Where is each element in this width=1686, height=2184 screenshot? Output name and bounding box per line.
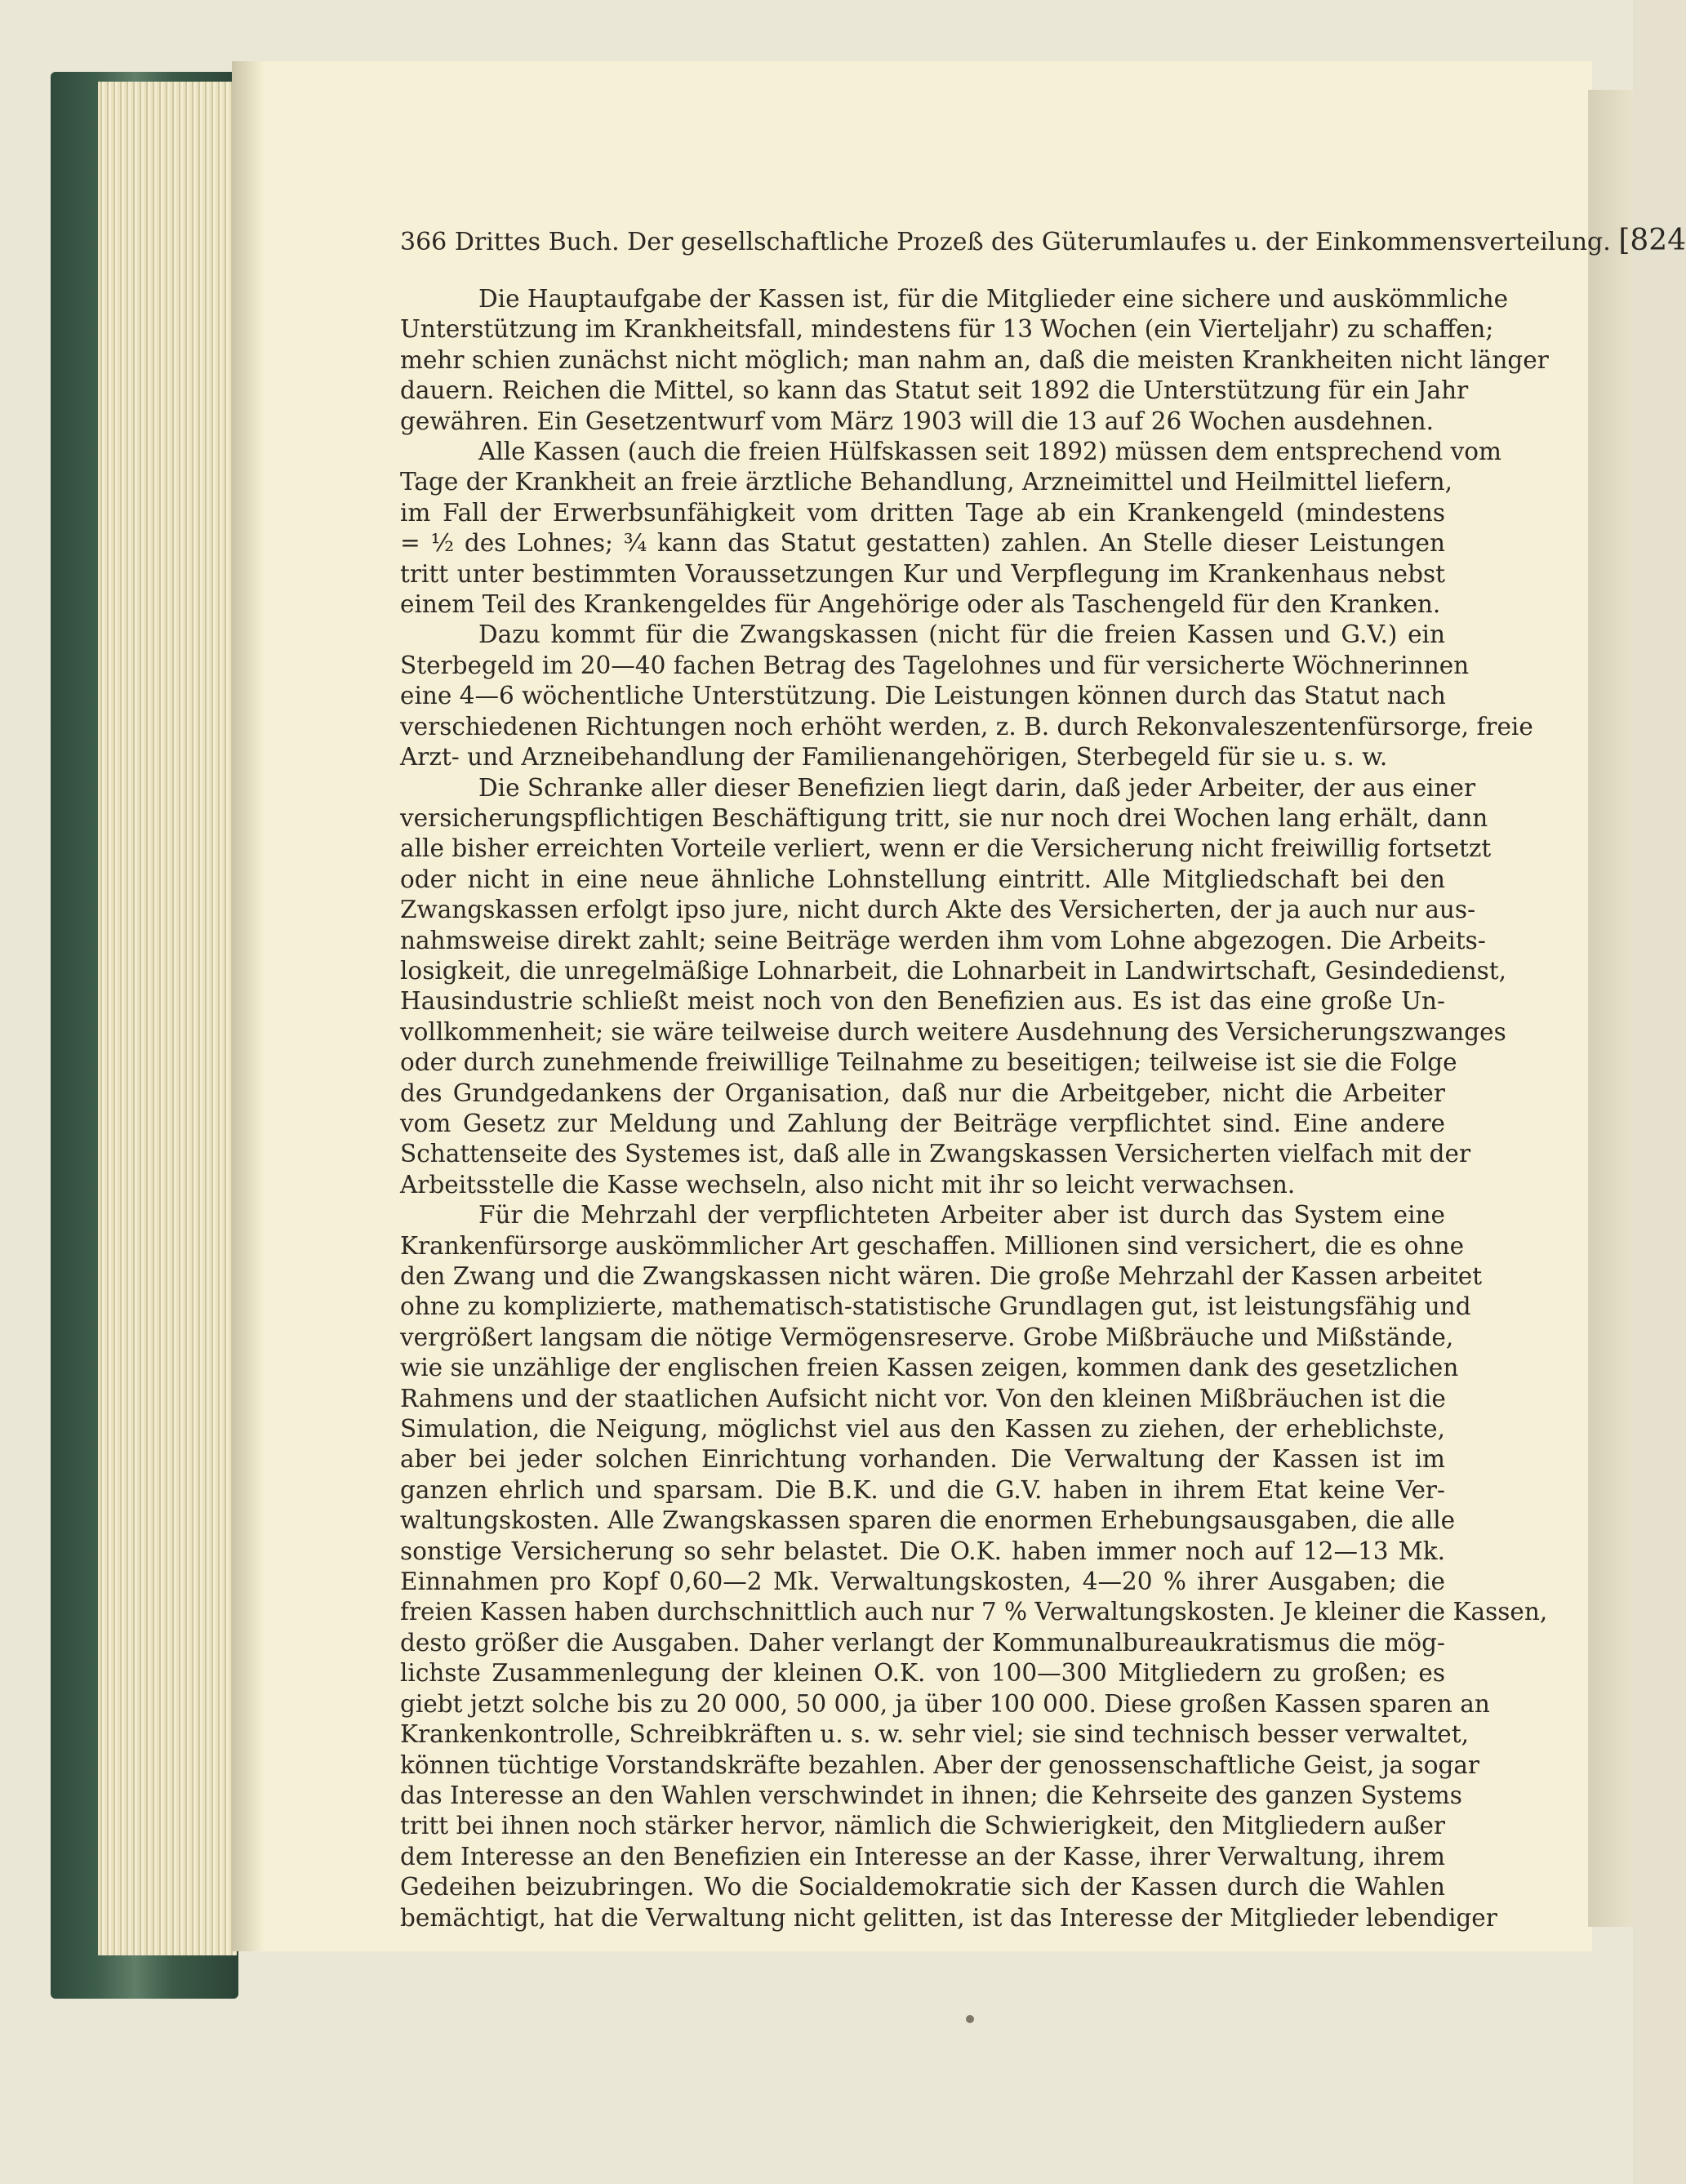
text-line: giebt jetzt solche bis zu 20 000, 50 000, ja über 100 000. Diese großen Kassen sparen an xyxy=(400,1689,1490,1718)
page-text-block xyxy=(400,222,1686,1932)
gutter-shadow xyxy=(232,61,265,1951)
text-line: verschiedenen Richtungen noch erhöht werden, z. B. durch Rekonvaleszentenfürsorge, freie xyxy=(400,712,1533,741)
text-line: Krankenfürsorge auskömmlicher Art geschaffen. Millionen sind versichert, die es ohne xyxy=(400,1231,1465,1260)
text-line: tritt bei ihnen noch stärker hervor, nämlich die Schwierigkeit, den Mitgliedern außer xyxy=(400,1812,1445,1840)
text-line: oder durch zunehmende freiwillige Teilnahme zu beseitigen; teilweise ist sie die Folge xyxy=(400,1048,1457,1077)
text-line: Dazu kommt für die Zwangskassen (nicht für die freien Kassen und G.V.) ein xyxy=(478,621,1445,649)
text-line: können tüchtige Vorstandskräfte bezahlen. Aber der genossenschaftliche Geist, ja sogar xyxy=(400,1750,1480,1779)
page-stack-edges xyxy=(98,82,237,1955)
text-line: alle bisher erreichten Vorteile verliert, wenn er die Versicherung nicht freiwillig fortsetzt xyxy=(400,834,1492,863)
text-line: wie sie unzählige der englischen freien Kassen zeigen, kommen dank des gesetzlichen xyxy=(400,1354,1459,1382)
text-line: losigkeit, die unregelmäßige Lohnarbeit, die Lohnarbeit in Landwirtschaft, Gesindedienst, xyxy=(400,956,1506,985)
text-line: einem Teil des Krankengeldes für Angehörige oder als Taschengeld für den Kranken. xyxy=(400,590,1441,619)
text-line: gewähren. Ein Gesetzentwurf vom März 1903 will die 13 auf 26 Wochen ausdehnen. xyxy=(400,407,1434,435)
text-line: desto größer die Ausgaben. Daher verlangt der Kommunalbureaukratismus die mög- xyxy=(400,1628,1445,1657)
text-line: eine 4—6 wöchentliche Unterstützung. Die Leistungen können durch das Statut nach xyxy=(400,682,1446,710)
section-mark: [824 xyxy=(1618,224,1686,257)
text-line: Unterstützung im Krankheitsfall, mindestens für 13 Wochen (ein Vierteljahr) zu schaffen; xyxy=(400,315,1494,344)
text-line: ganzen ehrlich und sparsam. Die B.K. und die G.V. haben in ihrem Etat keine Ver- xyxy=(400,1475,1445,1504)
text-line: lichste Zusammenlegung der kleinen O.K. von 100—300 Mitgliedern zu großen; es xyxy=(400,1659,1445,1688)
page-number: 366 xyxy=(400,228,447,256)
text-line: den Zwang und die Zwangskassen nicht wären. Die große Mehrzahl der Kassen arbeitet xyxy=(400,1262,1483,1290)
running-header xyxy=(400,222,1686,261)
text-line: Die Hauptaufgabe der Kassen ist, für die Mitglieder eine sichere und auskömmliche xyxy=(478,285,1509,313)
text-line: vergrößert langsam die nötige Vermögensreserve. Grobe Mißbräuche und Mißstände, xyxy=(400,1323,1454,1351)
text-line: Arbeitsstelle die Kasse wechseln, also nicht mit ihr so leicht verwachsen. xyxy=(400,1170,1296,1199)
text-line: Arzt- und Arzneibehandlung der Familienangehörigen, Sterbegeld für sie u. s. w. xyxy=(400,743,1388,772)
text-line: oder nicht in eine neue ähnliche Lohnstellung eintritt. Alle Mitgliedschaft bei den xyxy=(400,865,1445,893)
page-mark-dot xyxy=(966,2015,974,2023)
text-line: versicherungspflichtigen Beschäftigung tritt, sie nur noch drei Wochen lang erhält, dann xyxy=(400,803,1488,832)
text-line: tritt unter bestimmten Voraussetzungen Kur und Verpflegung im Krankenhaus nebst xyxy=(400,559,1445,588)
text-line: Die Schranke aller dieser Benefizien liegt darin, daß jeder Arbeiter, der aus einer xyxy=(478,773,1476,802)
text-line: Für die Mehrzahl der verpflichteten Arbeiter aber ist durch das System eine xyxy=(478,1201,1445,1230)
text-line: Rahmens und der staatlichen Aufsicht nicht vor. Von den kleinen Mißbräuchen ist die xyxy=(400,1384,1446,1412)
text-line: freien Kassen haben durchschnittlich auch nur 7 % Verwaltungskosten. Je kleiner die Kassen, xyxy=(400,1598,1548,1626)
body-text xyxy=(400,284,1549,1933)
text-line: nahmsweise direkt zahlt; seine Beiträge werden ihm vom Lohne abgezogen. Die Arbeits- xyxy=(400,926,1486,954)
text-line: Alle Kassen (auch die freien Hülfskassen seit 1892) müssen dem entsprechend vom xyxy=(478,438,1501,466)
text-line: sonstige Versicherung so sehr belastet. Die O.K. haben immer noch auf 12—13 Mk. xyxy=(400,1537,1445,1565)
text-line: im Fall der Erwerbsunfähigkeit vom dritten Tage ab ein Krankengeld (mindestens xyxy=(400,498,1445,527)
paragraph xyxy=(400,620,1533,772)
text-line: Gedeihen beizubringen. Wo die Socialdemokratie sich der Kassen durch die Wahlen xyxy=(400,1873,1445,1902)
text-line: bemächtigt, hat die Verwaltung nicht gelitten, ist das Interesse der Mitglieder lebendiger xyxy=(400,1903,1497,1932)
paragraph xyxy=(400,284,1549,437)
text-line: des Grundgedankens der Organisation, daß nur die Arbeitgeber, nicht die Arbeiter xyxy=(400,1079,1445,1107)
running-title: Drittes Buch. Der gesellschaftliche Prozeß des Güterumlaufes u. der Einkommensverteilung. xyxy=(454,228,1611,256)
text-line: vom Gesetz zur Meldung und Zahlung der Beiträge verpflichtet sind. Eine andere xyxy=(400,1109,1445,1137)
paragraph xyxy=(400,773,1506,1201)
text-line: das Interesse an den Wahlen verschwindet in ihnen; die Kehrseite des ganzen Systems xyxy=(400,1781,1462,1809)
text-line: Zwangskassen erfolgt ipso jure, nicht durch Akte des Versicherten, der ja auch nur aus- xyxy=(400,896,1476,924)
paragraph xyxy=(400,1200,1548,1933)
text-line: dauern. Reichen die Mittel, so kann das Statut seit 1892 die Unterstützung für ein Jahr xyxy=(400,376,1469,405)
facing-page-edge xyxy=(1588,90,1633,1927)
paragraph xyxy=(400,437,1501,620)
text-line: aber bei jeder solchen Einrichtung vorhanden. Die Verwaltung der Kassen ist im xyxy=(400,1445,1445,1474)
text-line: Simulation, die Neigung, möglichst viel aus den Kassen zu ziehen, der erheblichste, xyxy=(400,1415,1445,1443)
text-line: Schattenseite des Systemes ist, daß alle in Zwangskassen Versicherten vielfach mit der xyxy=(400,1140,1471,1168)
text-line: Tage der Krankheit an freie ärztliche Behandlung, Arzneimittel und Heilmittel liefern, xyxy=(400,468,1453,496)
text-line: Sterbegeld im 20—40 fachen Betrag des Tagelohnes und für versicherte Wöchnerinnen xyxy=(400,651,1470,679)
text-line: vollkommenheit; sie wäre teilweise durch weitere Ausdehnung des Versicherungszwanges xyxy=(400,1017,1506,1046)
text-line: Krankenkontrolle, Schreibkräften u. s. w. sehr viel; sie sind technisch besser verwaltet, xyxy=(400,1720,1469,1749)
text-line: mehr schien zunächst nicht möglich; man nahm an, daß die meisten Krankheiten nicht länger xyxy=(400,345,1549,374)
text-line: Einnahmen pro Kopf 0,60—2 Mk. Verwaltungskosten, 4—20 % ihrer Ausgaben; die xyxy=(400,1568,1445,1596)
text-line: dem Interesse an den Benefizien ein Interesse an der Kasse, ihrer Verwaltung, ihrem xyxy=(400,1842,1445,1870)
text-line: = ½ des Lohnes; ¾ kann das Statut gestatten) zahlen. An Stelle dieser Leistungen xyxy=(400,529,1445,558)
text-line: waltungskosten. Alle Zwangskassen sparen die enormen Erhebungsausgaben, die alle xyxy=(400,1506,1456,1535)
text-line: ohne zu komplizierte, mathematisch-statistische Grundlagen gut, ist leistungsfähig und xyxy=(400,1292,1471,1321)
text-line: Hausindustrie schließt meist noch von den Benefizien aus. Es ist das eine große Un- xyxy=(400,987,1445,1016)
